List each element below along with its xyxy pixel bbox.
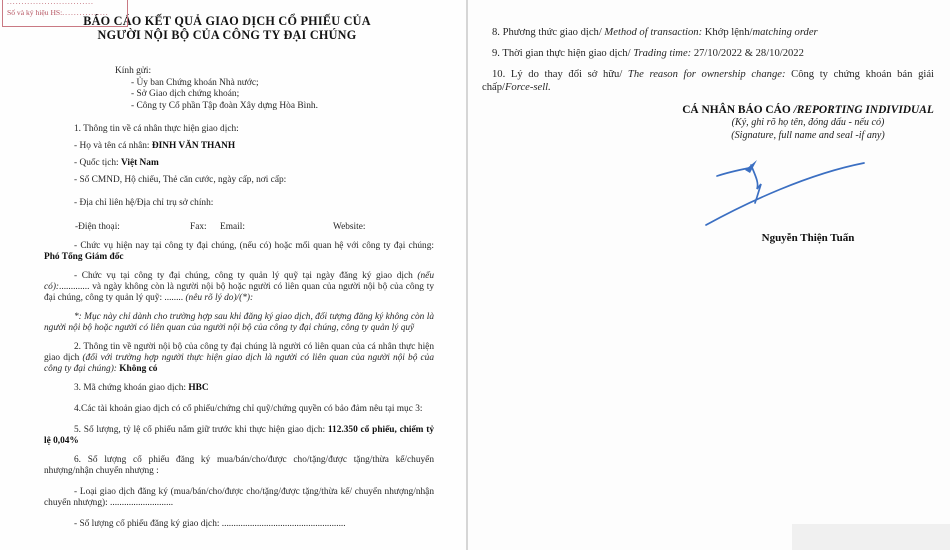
stamp-top-fragment: .............................. [7, 0, 94, 6]
section-2-value: Không có [119, 364, 158, 375]
field-id-number: - Số CMND, Hộ chiếu, Thẻ căn cước, ngày cấp, nơi cấp: [74, 175, 287, 186]
fax-label: Fax: [190, 222, 207, 233]
recipient-list [131, 78, 434, 113]
page-1 [0, 0, 466, 550]
website-label: Website: [333, 222, 366, 233]
position-reg-reason: (nêu rõ lý do)/(*): [185, 293, 254, 304]
signature-heading-vi: CÁ NHÂN BÁO CÁO [682, 103, 794, 116]
signature-instruction-vi: (Ký, ghi rõ họ tên, đóng dấu - nếu có) [731, 117, 885, 129]
nationality-value: Việt Nam [120, 158, 159, 169]
signature-block [652, 104, 950, 246]
section-2-note: (đối với trường hợp người thực hiện giao dịch là người có liên quan của người nội bộ của công ty đại chúng): [44, 353, 434, 375]
holding-before-value: 112.350 cổ phiếu, chiếm tỷ lệ 0,04% [44, 425, 434, 447]
item-8-value: Khớp lệnh/ [704, 27, 753, 38]
salutation-block [115, 66, 434, 112]
stamp-box [2, 0, 128, 27]
item-9-label: 9. Thời gian thực hiện giao dịch/ [492, 47, 634, 59]
section-6-type: - Loại giao dịch đăng ký (mua/bán/cho/được cho/tặng/được tặng/thừa kế/ chuyển nhượng/nhận chuyển nhượng): ........................... [44, 487, 434, 509]
item-8-value-en: matching order [752, 27, 818, 38]
item-9-value: 27/10/2022 & 28/10/2022 [693, 47, 804, 59]
item-8-method [482, 26, 934, 39]
phone-label: -Điện thoại: [75, 222, 120, 233]
document-title-line2: NGƯỜI NỘI BỘ CỦA CÔNG TY ĐẠI CHÚNG [97, 28, 357, 42]
item-10-reason [482, 68, 934, 95]
section-4: 4.Các tài khoản giao dịch có cổ phiếu/chứng chỉ quỹ/chứng quyền có bảo đảm nêu tại mục 3: [74, 404, 423, 415]
section-5 [44, 425, 434, 447]
stamp-dots: ................ [62, 8, 109, 17]
nationality-label: - Quốc tịch: [74, 158, 121, 169]
position-reg-note: (nếu có): [44, 271, 434, 293]
recipient-item: - Ủy ban Chứng khoán Nhà nước; [131, 77, 259, 88]
signature-heading [652, 104, 950, 117]
scan-artifact-band [792, 524, 950, 550]
page-1-content [0, 0, 466, 530]
section-1-heading: 1. Thông tin về cá nhân thực hiện giao dịch: [74, 124, 239, 135]
item-8-label-en: Method of transaction: [604, 27, 705, 38]
signature-heading-en: /REPORTING INDIVIDUAL [793, 103, 934, 116]
field-current-position [44, 241, 434, 263]
page-2 [468, 0, 950, 550]
footnote-asterisk: *: Mục này chỉ dành cho trường hợp sau khi đăng ký giao dịch, đối tượng đăng ký không còn là người nội bộ hoặc người có liên quan của người nội bộ của công ty đại chúng, công ty quản lý quỹ [44, 312, 434, 334]
stamp-label: Số và ký hiệu HS: [7, 8, 63, 17]
ticker-label: 3. Mã chứng khoán giao dịch: [74, 383, 189, 394]
full-name-label: - Họ và tên cá nhân: [74, 141, 152, 152]
position-reg-rest: ............. và ngày không còn là người nội bộ hoặc người có liên quan của người nội bộ của công ty đại chúng, công ty quản lý quỹ: ........ [44, 282, 434, 304]
current-position-value: Phó Tổng Giám đốc [44, 252, 124, 263]
item-9-trading-time [482, 47, 934, 60]
field-position-at-registration [44, 271, 434, 304]
holding-before-label: 5. Số lượng, tỷ lệ cổ phiếu nắm giữ trước khi thực hiện giao dịch: [74, 425, 328, 436]
current-position-label: - Chức vụ hiện nay tại công ty đại chúng, (nếu có) hoặc mối quan hệ với công ty đại chúng: [74, 241, 434, 252]
section-2 [44, 342, 434, 375]
item-8-label: 8. Phương thức giao dịch/ [492, 27, 605, 38]
signer-name: Nguyễn Thiện Tuấn [761, 232, 855, 245]
item-10-label-en: The reason for ownership change: [627, 68, 792, 80]
salutation-label: Kính gửi: [115, 66, 152, 76]
stamp-label-line [7, 7, 123, 18]
signature-ink-icon [700, 154, 870, 230]
item-10-label: 10. Lý do thay đổi sở hữu/ [492, 68, 628, 80]
section-3 [44, 383, 434, 394]
section-6: 6. Số lượng cổ phiếu đăng ký mua/bán/cho/được cho/tặng/được tặng/thừa kế/chuyển nhượng/nhận chuyển nhượng : [44, 455, 434, 477]
full-name-value: ĐINH VĂN THANH [151, 141, 236, 152]
field-nationality [44, 158, 434, 169]
field-contact-row [44, 222, 434, 233]
email-label: Email: [220, 222, 245, 233]
position-reg-text: - Chức vụ tại công ty đại chúng, công ty quản lý quỹ tại ngày đăng ký giao dịch [74, 271, 418, 282]
section-2-text: 2. Thông tin về người nội bộ của công ty đại chúng là người có liên quan của cá nhân thực hiện giao dịch [44, 342, 434, 364]
item-10-value: Công ty chứng khoán bán giải chấp/ [482, 68, 934, 94]
field-address: - Địa chỉ liên hệ/Địa chỉ trụ sở chính: [74, 198, 214, 209]
field-full-name [44, 141, 434, 152]
recipient-item: - Công ty Cổ phần Tập đoàn Xây dựng Hòa Bình. [131, 100, 318, 111]
ticker-value: HBC [188, 383, 209, 394]
section-6-quantity: - Số lượng cổ phiếu đăng ký giao dịch: ..................................................... [74, 519, 346, 530]
page-2-content [468, 0, 950, 246]
document-title-line1: BÁO CÁO KẾT QUẢ GIAO DỊCH CỔ PHIẾU CỦA [83, 14, 371, 28]
item-10-value-en: Force-sell. [504, 82, 551, 94]
signature-instruction-en: (Signature, full name and seal -if any) [731, 129, 885, 141]
handwritten-signature [700, 154, 870, 230]
recipient-item: - Sở Giao dịch chứng khoán; [131, 89, 240, 100]
item-9-label-en: Trading time: [633, 47, 694, 59]
